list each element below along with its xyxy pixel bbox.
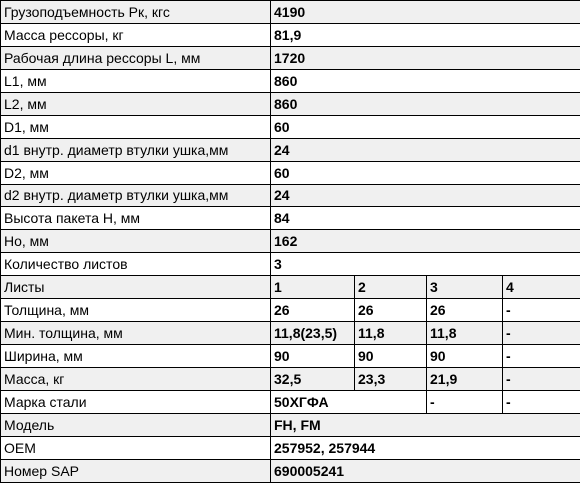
leaves-header-row [1,276,580,299]
spec-value: 60 [271,161,580,184]
leaf-value: 23,3 [355,368,427,391]
leaf-value: 11,8 [427,322,503,345]
spec-value: 60 [271,115,580,138]
leaf-number: 1 [271,276,355,299]
spec-label: L2, мм [1,92,271,115]
spec-value: 690005241 [271,459,580,482]
spec-label: L1, мм [1,69,271,92]
spec-row-oem [1,436,580,459]
spec-row-d1 [1,115,580,138]
spec-row-spring-mass [1,23,580,46]
steel-grade-col3: - [427,390,503,413]
spec-value: 162 [271,230,580,253]
spec-row-l1 [1,69,580,92]
spec-value: 860 [271,69,580,92]
leaf-number: 2 [355,276,427,299]
leaf-value: - [503,368,580,391]
spec-label: Но, мм [1,230,271,253]
spec-value: 3 [271,253,580,276]
leaf-value: - [503,322,580,345]
spec-row-model [1,413,580,436]
leaves-header-label: Листы [1,276,271,299]
spec-label: Модель [1,413,271,436]
spec-value: 860 [271,92,580,115]
spec-label: D2, мм [1,161,271,184]
leaf-value: 11,8 [355,322,427,345]
spec-row-load-capacity [1,1,580,24]
steel-grade-col4: - [503,390,580,413]
leaves-row-thickness [1,299,580,322]
leaf-number: 4 [503,276,580,299]
spec-label: d2 внутр. диаметр втулки ушка,мм [1,184,271,207]
spec-label: d1 внутр. диаметр втулки ушка,мм [1,138,271,161]
leaf-value: - [503,345,580,368]
spec-value: 4190 [271,1,580,24]
leaves-row-min-thickness [1,322,580,345]
leaf-value: 21,9 [427,368,503,391]
leaf-value: 11,8(23,5) [271,322,355,345]
spec-row-leaf-count [1,253,580,276]
spec-label: Марка стали [1,390,271,413]
spec-value: 81,9 [271,23,580,46]
leaf-value: 90 [427,345,503,368]
leaf-value: 32,5 [271,368,355,391]
steel-grade-value: 50ХГФА [271,390,427,413]
leaf-value: 90 [271,345,355,368]
leaves-row-mass [1,368,580,391]
spec-label: Ширина, мм [1,345,271,368]
leaves-row-width [1,345,580,368]
spec-label: Толщина, мм [1,299,271,322]
spec-label: Масса рессоры, кг [1,23,271,46]
leaf-value: 26 [271,299,355,322]
spec-value: 257952, 257944 [271,436,580,459]
spec-table-body [1,1,580,483]
spec-row-sap-number [1,459,580,482]
spec-row-steel-grade [1,390,580,413]
spec-label: Номер SAP [1,459,271,482]
spec-label: Рабочая длина рессоры L, мм [1,46,271,69]
leaf-value: 26 [355,299,427,322]
spec-row-pack-height [1,207,580,230]
spec-label: D1, мм [1,115,271,138]
spec-label: Грузоподъемность Рк, кгс [1,1,271,24]
spec-row-working-length [1,46,580,69]
spec-label: Количество листов [1,253,271,276]
spec-row-l2 [1,92,580,115]
spec-label: Высота пакета Н, мм [1,207,271,230]
spec-row-d2-inner [1,184,580,207]
spec-label: Масса, кг [1,368,271,391]
spec-value: 84 [271,207,580,230]
spec-value: 1720 [271,46,580,69]
spec-row-d1-inner [1,138,580,161]
spec-row-d2 [1,161,580,184]
spec-label: OEM [1,436,271,459]
spec-label: Мин. толщина, мм [1,322,271,345]
leaf-number: 3 [427,276,503,299]
leaf-value: 90 [355,345,427,368]
spec-row-h0 [1,230,580,253]
leaf-value: - [503,299,580,322]
spec-value: FH, FM [271,413,580,436]
spec-value: 24 [271,184,580,207]
leaf-value: 26 [427,299,503,322]
spec-value: 24 [271,138,580,161]
